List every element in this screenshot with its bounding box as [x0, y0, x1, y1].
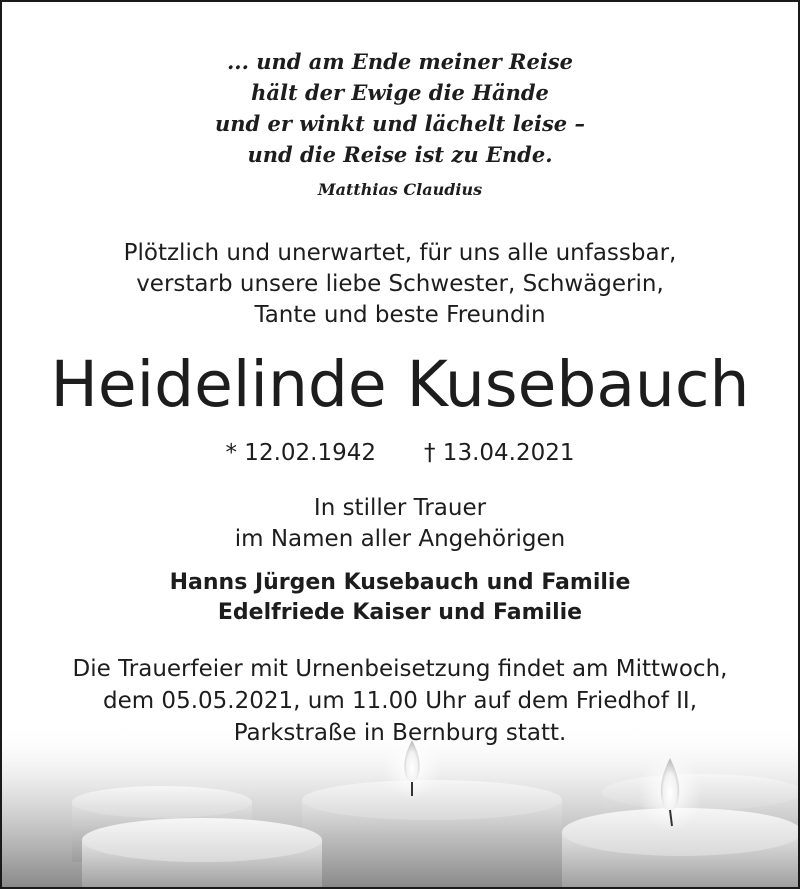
poem-line: ... und am Ende meiner Reise [226, 49, 574, 74]
family-names [2, 568, 798, 628]
intro-line: Tante und beste Freundin [254, 302, 546, 328]
poem-line: und die Reise ist zu Ende. [247, 142, 553, 167]
poem-author: Matthias Claudius [317, 180, 483, 199]
life-dates [2, 437, 798, 469]
intro-line: Plötzlich und unerwartet, für uns alle unfassbar, [123, 240, 677, 266]
service-line: Die Trauerfeier mit Urnenbeisetzung findet am Mittwoch, [72, 656, 728, 682]
death-date: † 13.04.2021 [424, 440, 575, 466]
mourning-text [2, 493, 798, 555]
poem-quote [2, 46, 798, 202]
mourning-line: im Namen aller Angehörigen [234, 526, 566, 552]
intro-text [2, 238, 798, 331]
poem-line: und er winkt und lächelt leise – [215, 111, 585, 136]
family-line: Hanns Jürgen Kusebauch und Familie [169, 570, 631, 595]
funeral-service-info [2, 653, 798, 749]
candle-front-left [82, 818, 322, 887]
birth-date: * 12.02.1942 [225, 440, 376, 466]
poem-line: hält der Ewige die Hände [251, 80, 549, 105]
family-line: Edelfriede Kaiser und Familie [217, 600, 583, 625]
service-line: Parkstraße in Bernburg statt. [233, 720, 567, 746]
mourning-line: In stiller Trauer [313, 495, 487, 521]
intro-line: verstarb unsere liebe Schwester, Schwägerin, [136, 271, 664, 297]
deceased-name: Heidelinde Kusebauch [50, 348, 750, 421]
service-line: dem 05.05.2021, um 11.00 Uhr auf dem Friedhof II, [102, 688, 698, 714]
